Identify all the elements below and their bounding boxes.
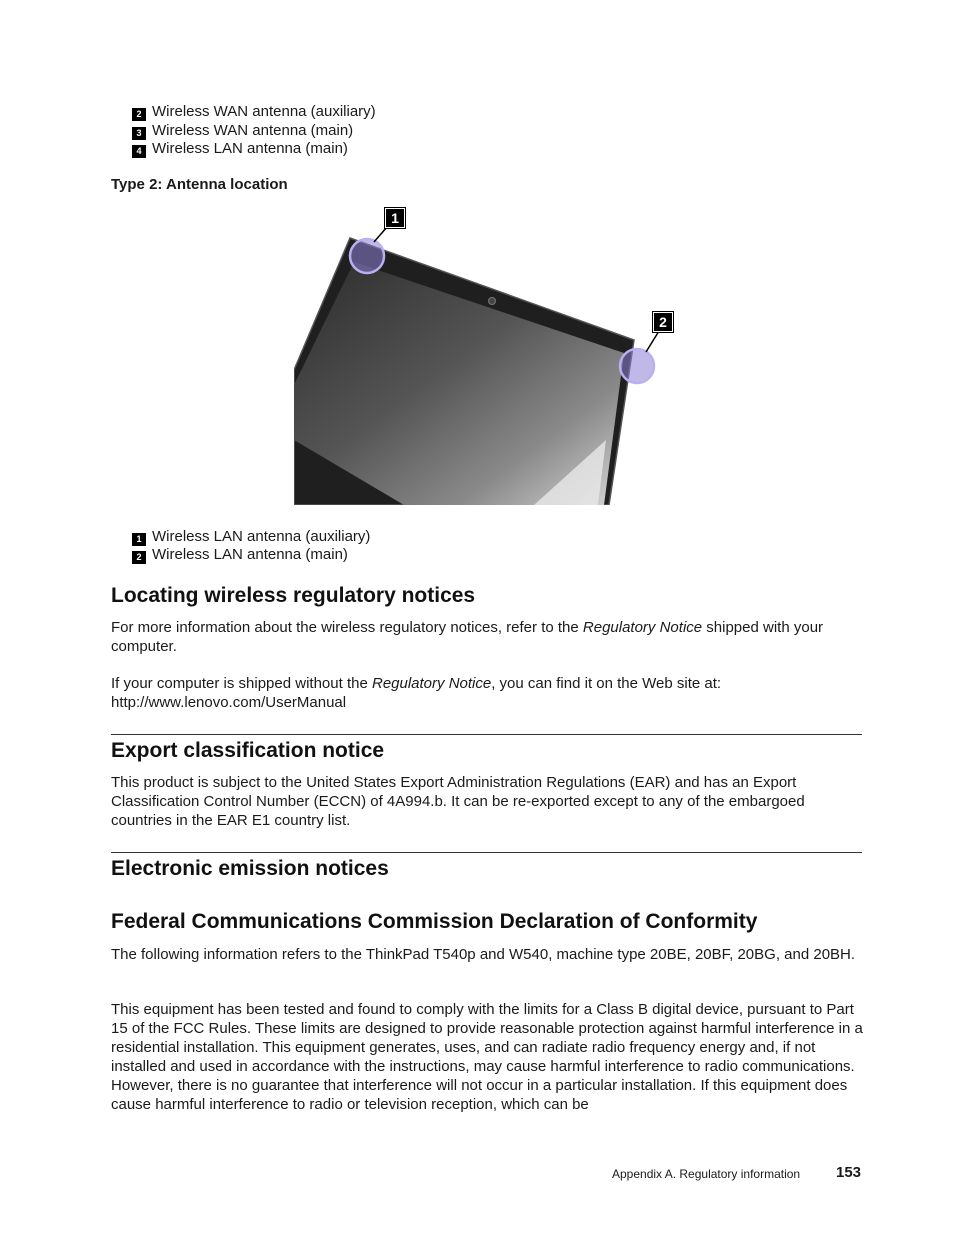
section-divider [111, 852, 862, 853]
list-item-text: Wireless WAN antenna (auxiliary) [152, 103, 376, 120]
regulatory-paragraph-1 [111, 618, 871, 656]
callout-number: 1 [132, 533, 146, 546]
footer-section-title: Appendix A. Regulatory information [612, 1167, 801, 1181]
page-number: 153 [836, 1164, 862, 1181]
antenna-location-figure [294, 200, 678, 505]
regulatory-notice-title: Regulatory Notice [371, 675, 492, 692]
text-run: , you can find it on the Web site at: [491, 675, 722, 692]
list-item-text: Wireless LAN antenna (auxiliary) [152, 528, 371, 545]
section-heading-fcc: Federal Communications Commission Declaration of Conformity [111, 910, 758, 933]
callout-number: 3 [132, 127, 146, 140]
section-divider [111, 734, 862, 735]
figure-caption: Type 2: Antenna location [111, 176, 288, 193]
text-run: If your computer is shipped without the [111, 675, 372, 692]
section-heading-regulatory: Locating wireless regulatory notices [111, 584, 476, 607]
callout-1-badge: 1 [385, 208, 405, 228]
fcc-paragraph-1: The following information refers to the ThinkPad T540p and W540, machine type 20BE, 20BF, 20BG, and 20BH. [111, 946, 856, 963]
list-item [132, 528, 370, 546]
laptop-illustration [294, 200, 678, 505]
callout-2-badge: 2 [653, 312, 673, 332]
section-heading-export: Export classification notice [111, 739, 385, 762]
callout-number: 4 [132, 145, 146, 158]
user-manual-url: http://www.lenovo.com/UserManual [111, 694, 347, 711]
list-item [132, 140, 348, 158]
regulatory-paragraph-2 [111, 674, 871, 712]
list-item-text: Wireless LAN antenna (main) [152, 546, 348, 563]
callout-number: 2 [132, 551, 146, 564]
list-item [132, 122, 353, 140]
fcc-paragraph-2: This equipment has been tested and found to comply with the limits for a Class B digital device, pursuant to Part 15 of the FCC Rules. These limits are designed to provide reasonable protection against harmful interference in a residential installation. This equipment generates, uses, and can radiate radio frequency energy and, if not installed and used in accordance with the instructions, may cause harmful interference to radio communications. However, there is no guarantee that interference will not occur in a particular installation. If this equipment does cause harmful interference to radio or television reception, which can be [111, 1001, 863, 1113]
section-heading-emission: Electronic emission notices [111, 857, 389, 880]
text-run: shipped with your computer. [111, 619, 824, 655]
export-paragraph: This product is subject to the United States Export Administration Regulations (EAR) and has an Export Classification Control Number (ECCN) of 4A994.b. It can be re-exported except to any of the embargoed countries in the EAR E1 country list. [111, 774, 805, 829]
list-item [132, 103, 376, 121]
text-run: For more information about the wireless regulatory notices, refer to the [111, 619, 583, 636]
list-item-text: Wireless LAN antenna (main) [152, 140, 348, 157]
callout-number: 2 [132, 108, 146, 121]
list-item-text: Wireless WAN antenna (main) [152, 122, 354, 139]
list-item [132, 546, 348, 564]
regulatory-notice-title: Regulatory Notice [582, 619, 703, 636]
